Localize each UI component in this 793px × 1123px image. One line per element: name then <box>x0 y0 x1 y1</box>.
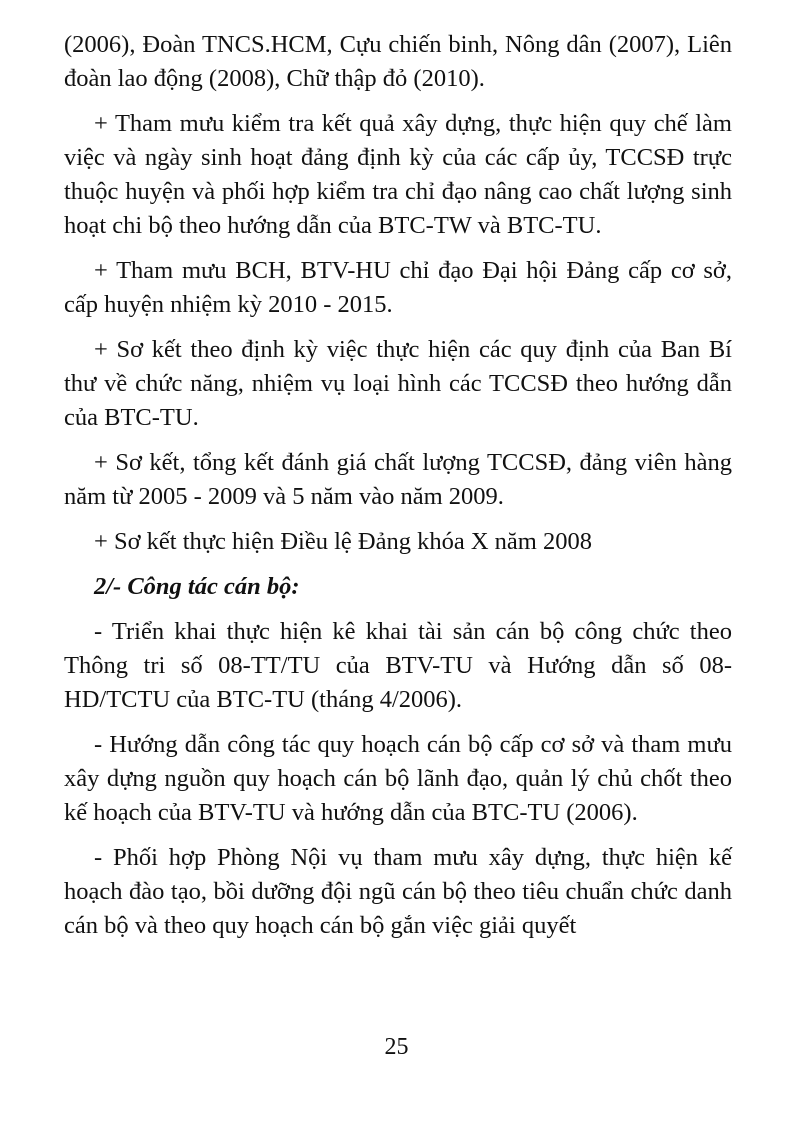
paragraph-charter-review: + Sơ kết thực hiện Điều lệ Đảng khóa X năm 2008 <box>94 528 592 555</box>
paragraph-periodic-review: + Sơ kết theo định kỳ việc thực hiện các quy định của Ban Bí thư về chức năng, nhiệm vụ loại hình các TCCSĐ theo hướng dẫn của BTC-TU. <box>64 336 732 431</box>
paragraph-asset-declaration: - Triển khai thực hiện kê khai tài sản cán bộ công chức theo Thông tri số 08-TT/TU của BTV-TU và Hướng dẫn số 08-HD/TCTU của BTC-TU (tháng 4/2006). <box>64 618 732 713</box>
paragraph-training-coordination: - Phối hợp Phòng Nội vụ tham mưu xây dựng, thực hiện kế hoạch đào tạo, bồi dưỡng đội ngũ cán bộ theo tiêu chuẩn chức danh cán bộ và theo quy hoạch cán bộ gắn việc giải quyết <box>64 844 732 939</box>
paragraph-quality-review: + Sơ kết, tổng kết đánh giá chất lượng TCCSĐ, đảng viên hàng năm từ 2005 - 2009 và 5 năm vào năm 2009. <box>64 449 732 510</box>
paragraph-continuation: (2006), Đoàn TNCS.HCM, Cựu chiến binh, Nông dân (2007), Liên đoàn lao động (2008), Chữ thập đỏ (2010). <box>64 31 732 92</box>
page-number: 25 <box>384 1034 409 1060</box>
paragraph-cadre-planning: - Hướng dẫn công tác quy hoạch cán bộ cấp cơ sở và tham mưu xây dựng nguồn quy hoạch cán bộ lãnh đạo, quản lý chủ chốt theo kế hoạch của BTV-TU và hướng dẫn của BTC-TU (2006). <box>64 731 732 826</box>
paragraph-consult-inspection: + Tham mưu kiểm tra kết quả xây dựng, thực hiện quy chế làm việc và ngày sinh hoạt đảng định kỳ của các cấp ủy, TCCSĐ trực thuộc huyện và phối hợp kiểm tra chỉ đạo nâng cao chất lượng sinh hoạt chi bộ theo hướng dẫn của BTC-TW và BTC-TU. <box>64 110 732 239</box>
document-page <box>64 28 732 954</box>
paragraph-consult-congress: + Tham mưu BCH, BTV-HU chỉ đạo Đại hội Đảng cấp cơ sở, cấp huyện nhiệm kỳ 2010 - 2015. <box>64 257 732 318</box>
section-heading: 2/- Công tác cán bộ: <box>94 573 300 600</box>
